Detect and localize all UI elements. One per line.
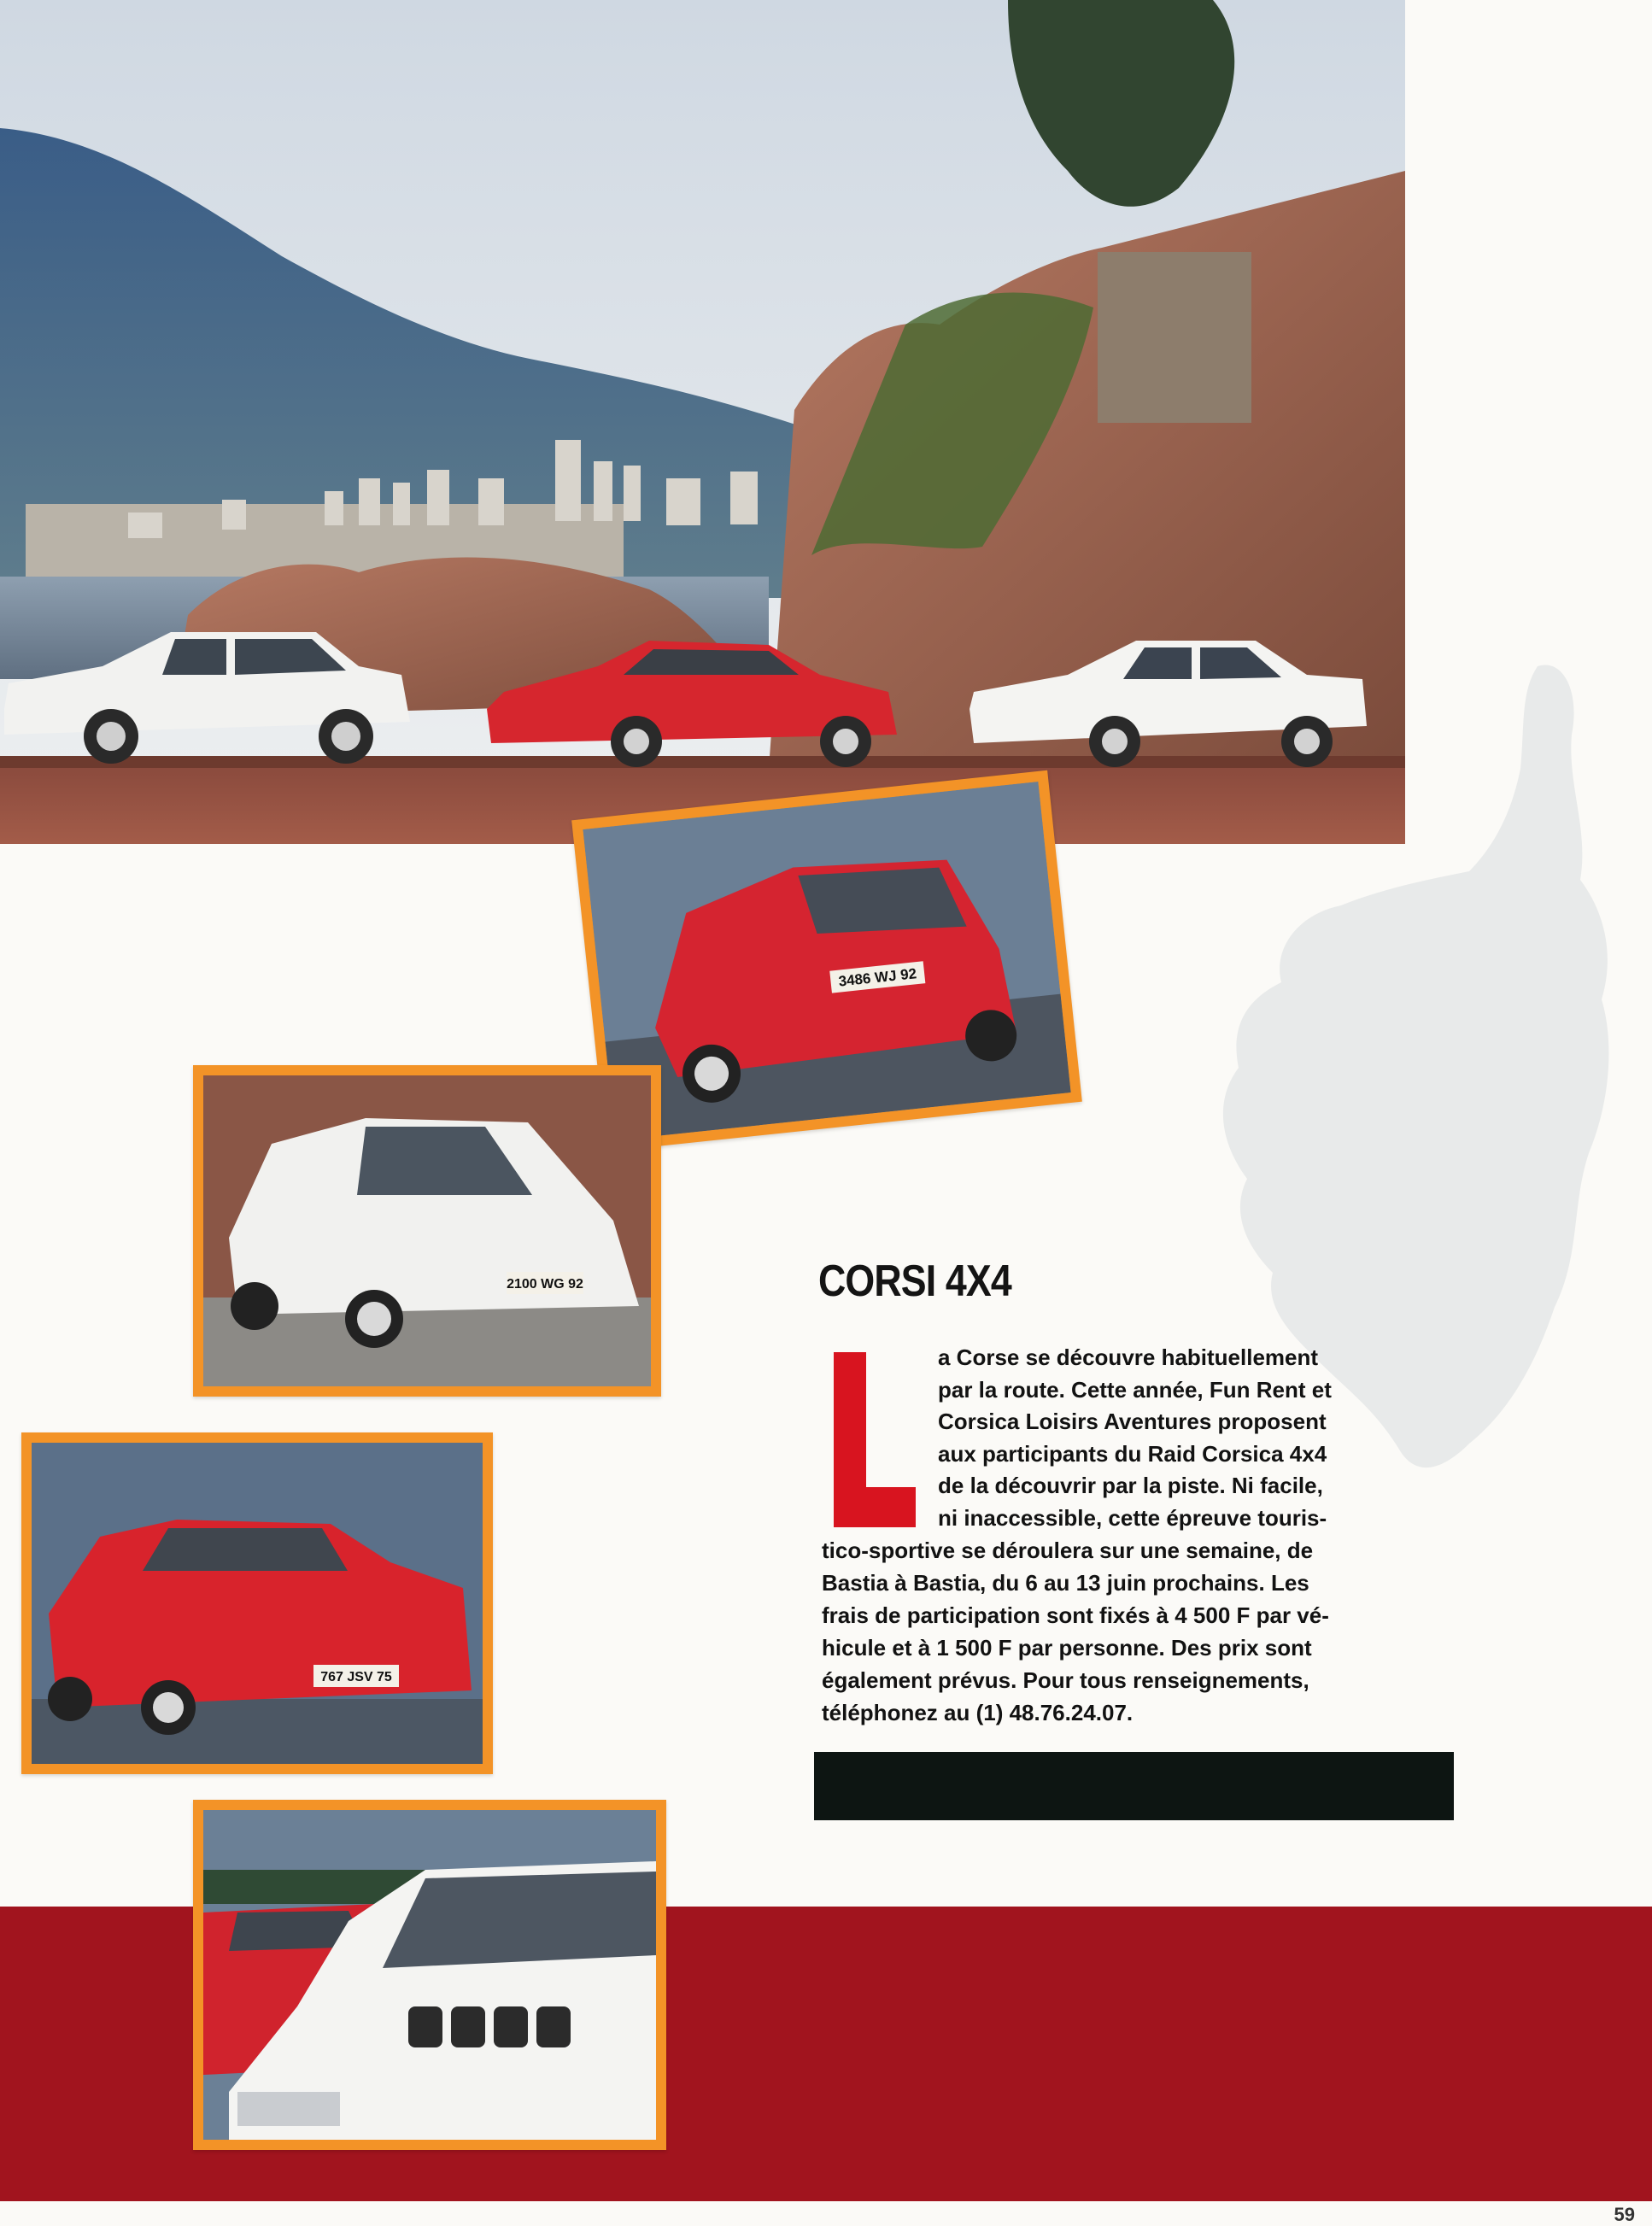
drop-cap-letter xyxy=(830,1352,916,1527)
body-line-11: également prévus. Pour tous renseignements, xyxy=(822,1667,1309,1693)
plate-text: 3486 WJ 92 xyxy=(837,965,917,990)
photo-white-sierra xyxy=(193,1065,661,1397)
body-line-8: Bastia à Bastia, du 6 au 13 juin prochains. Les xyxy=(822,1570,1309,1596)
body-line-1: a Corse se découvre habituellement xyxy=(938,1344,1319,1370)
body-line-12: téléphonez au (1) 48.76.24.07. xyxy=(822,1700,1134,1725)
photo-red-celica xyxy=(21,1432,493,1774)
body-line-5: de la découvrir par la piste. Ni facile, xyxy=(938,1473,1323,1498)
body-line-9: frais de participation sont fixés à 4 500 F par vé- xyxy=(822,1602,1329,1628)
body-line-2: par la route. Cette année, Fun Rent et xyxy=(938,1377,1332,1403)
body-line-7: tico-sportive se déroulera sur une semaine, de xyxy=(822,1538,1314,1563)
hero-photo xyxy=(0,0,1405,844)
body-line-10: hicule et à 1 500 F par personne. Des prix sont xyxy=(822,1635,1312,1661)
body-line-6: ni inaccessible, cette épreuve touris- xyxy=(938,1505,1327,1531)
black-bar xyxy=(814,1752,1454,1820)
body-line-3: Corsica Loisirs Aventures proposent xyxy=(938,1409,1327,1434)
body-line-4: aux participants du Raid Corsica 4x4 xyxy=(938,1441,1327,1467)
plate-text: 2100 WG 92 xyxy=(507,1277,583,1292)
coastal-landscape-illustration xyxy=(0,0,1405,844)
plate-text: 767 JSV 75 xyxy=(320,1670,392,1684)
photo-white-sunny xyxy=(193,1800,666,2150)
article-headline: CORSI 4X4 xyxy=(818,1257,1011,1306)
page-number: 59 xyxy=(1614,2204,1635,2225)
